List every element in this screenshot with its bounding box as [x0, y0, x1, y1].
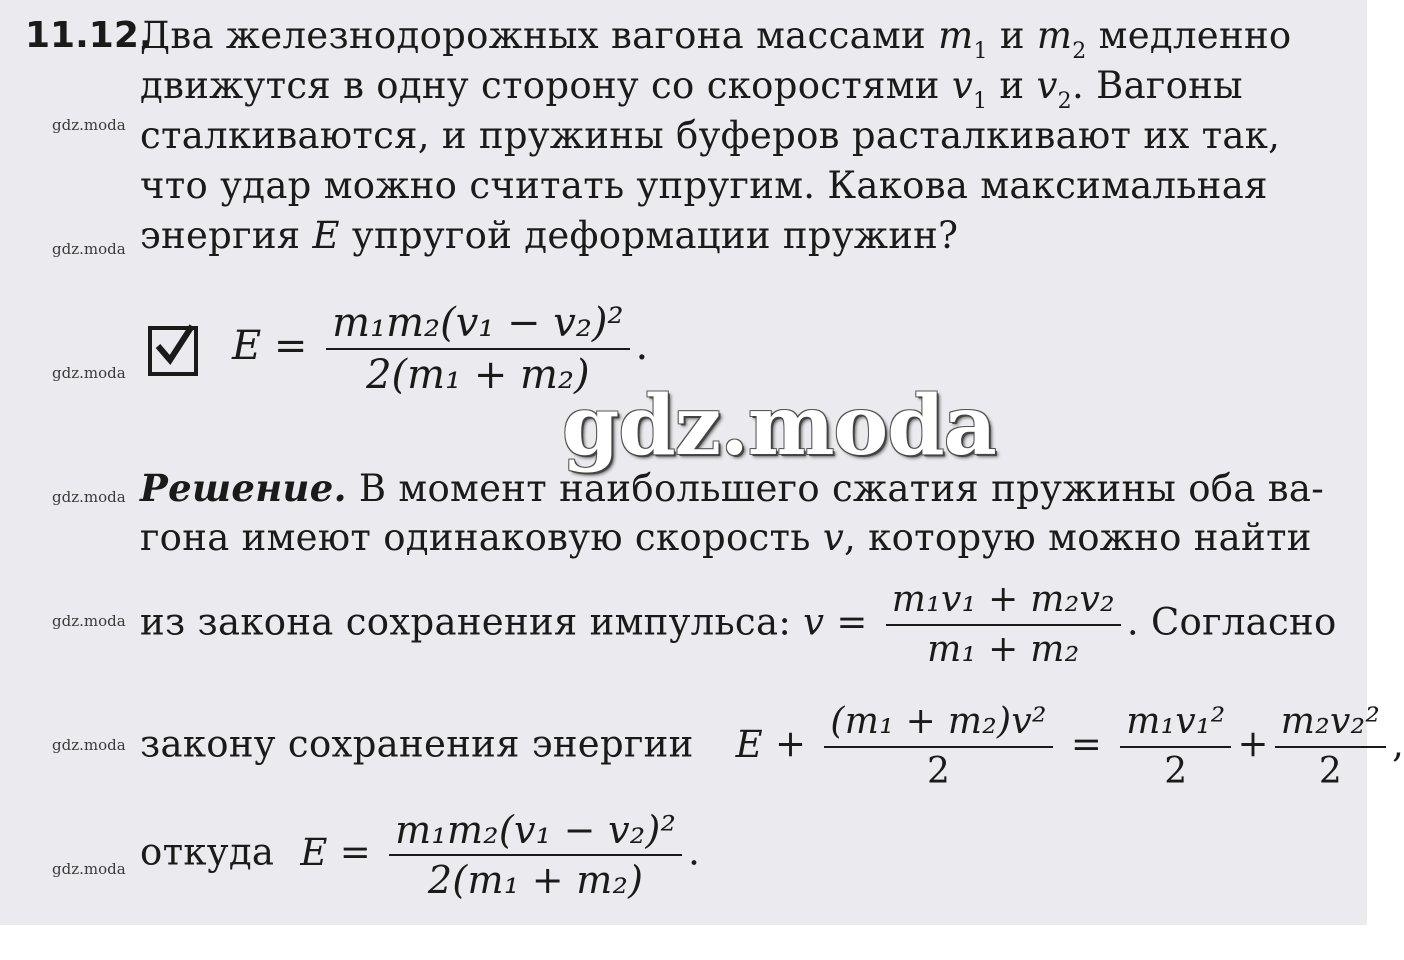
problem-line-2: движутся в одну сторону со скоростями $v_1$ и $v_2$. Вагоны: [140, 64, 1243, 114]
watermark-text: gdz.moda: [52, 116, 126, 134]
page-margin: [0, 925, 1367, 960]
problem-line-5: энергия E упругой деформации пружин?: [140, 214, 959, 257]
problem-line-1: Два железнодорожных вагона массами $m_1$ и $m_2$ медленно: [140, 14, 1292, 64]
solution-line-3: из закона сохранения импульса: v = $\frac{\text{m₁v₁ + m₂v₂}}{\text{m₁ + m₂}}$ . Согласно: [140, 579, 1337, 670]
solution-line-4: закону сохранения энергии E + $\frac{\text{(m₁ + m₂)v²}}{2}$ = $\frac{\text{m₁v₁²}}{2}$ + $\frac{\text{m₂v₂²}}{2}$ ,: [140, 701, 1404, 792]
solution-line-5: откуда E = $\frac{\text{m₁m₂(v₁ − v₂)²}}{\text{2(m₁ + m₂)}}$ .: [140, 808, 701, 902]
checked-checkbox-icon: [148, 326, 198, 376]
watermark-logo: gdz.moda: [562, 378, 996, 474]
solution-line-2: гона имеют одинаковую скорость v, которую можно найти: [140, 516, 1312, 559]
answer-formula: E = $\frac{\text{m₁m₂(v₁ − v₂)²}}{\text{2(m₁ + m₂)}}$ .: [232, 300, 649, 398]
problem-line-4: что удар можно считать упругим. Какова максимальная: [140, 164, 1268, 207]
watermark-text: gdz.moda: [52, 240, 126, 258]
watermark-text: gdz.moda: [52, 736, 126, 754]
watermark-text: gdz.moda: [52, 488, 126, 506]
watermark-text: gdz.moda: [52, 860, 126, 878]
problem-line-3: сталкиваются, и пружины буферов расталкивают их так,: [140, 114, 1281, 157]
watermark-text: gdz.moda: [52, 612, 126, 630]
watermark-text: gdz.moda: [52, 364, 126, 382]
solution-line-1: Решение. В момент наибольшего сжатия пружины оба ва-: [140, 466, 1325, 510]
problem-number: 11.12.: [25, 15, 153, 56]
